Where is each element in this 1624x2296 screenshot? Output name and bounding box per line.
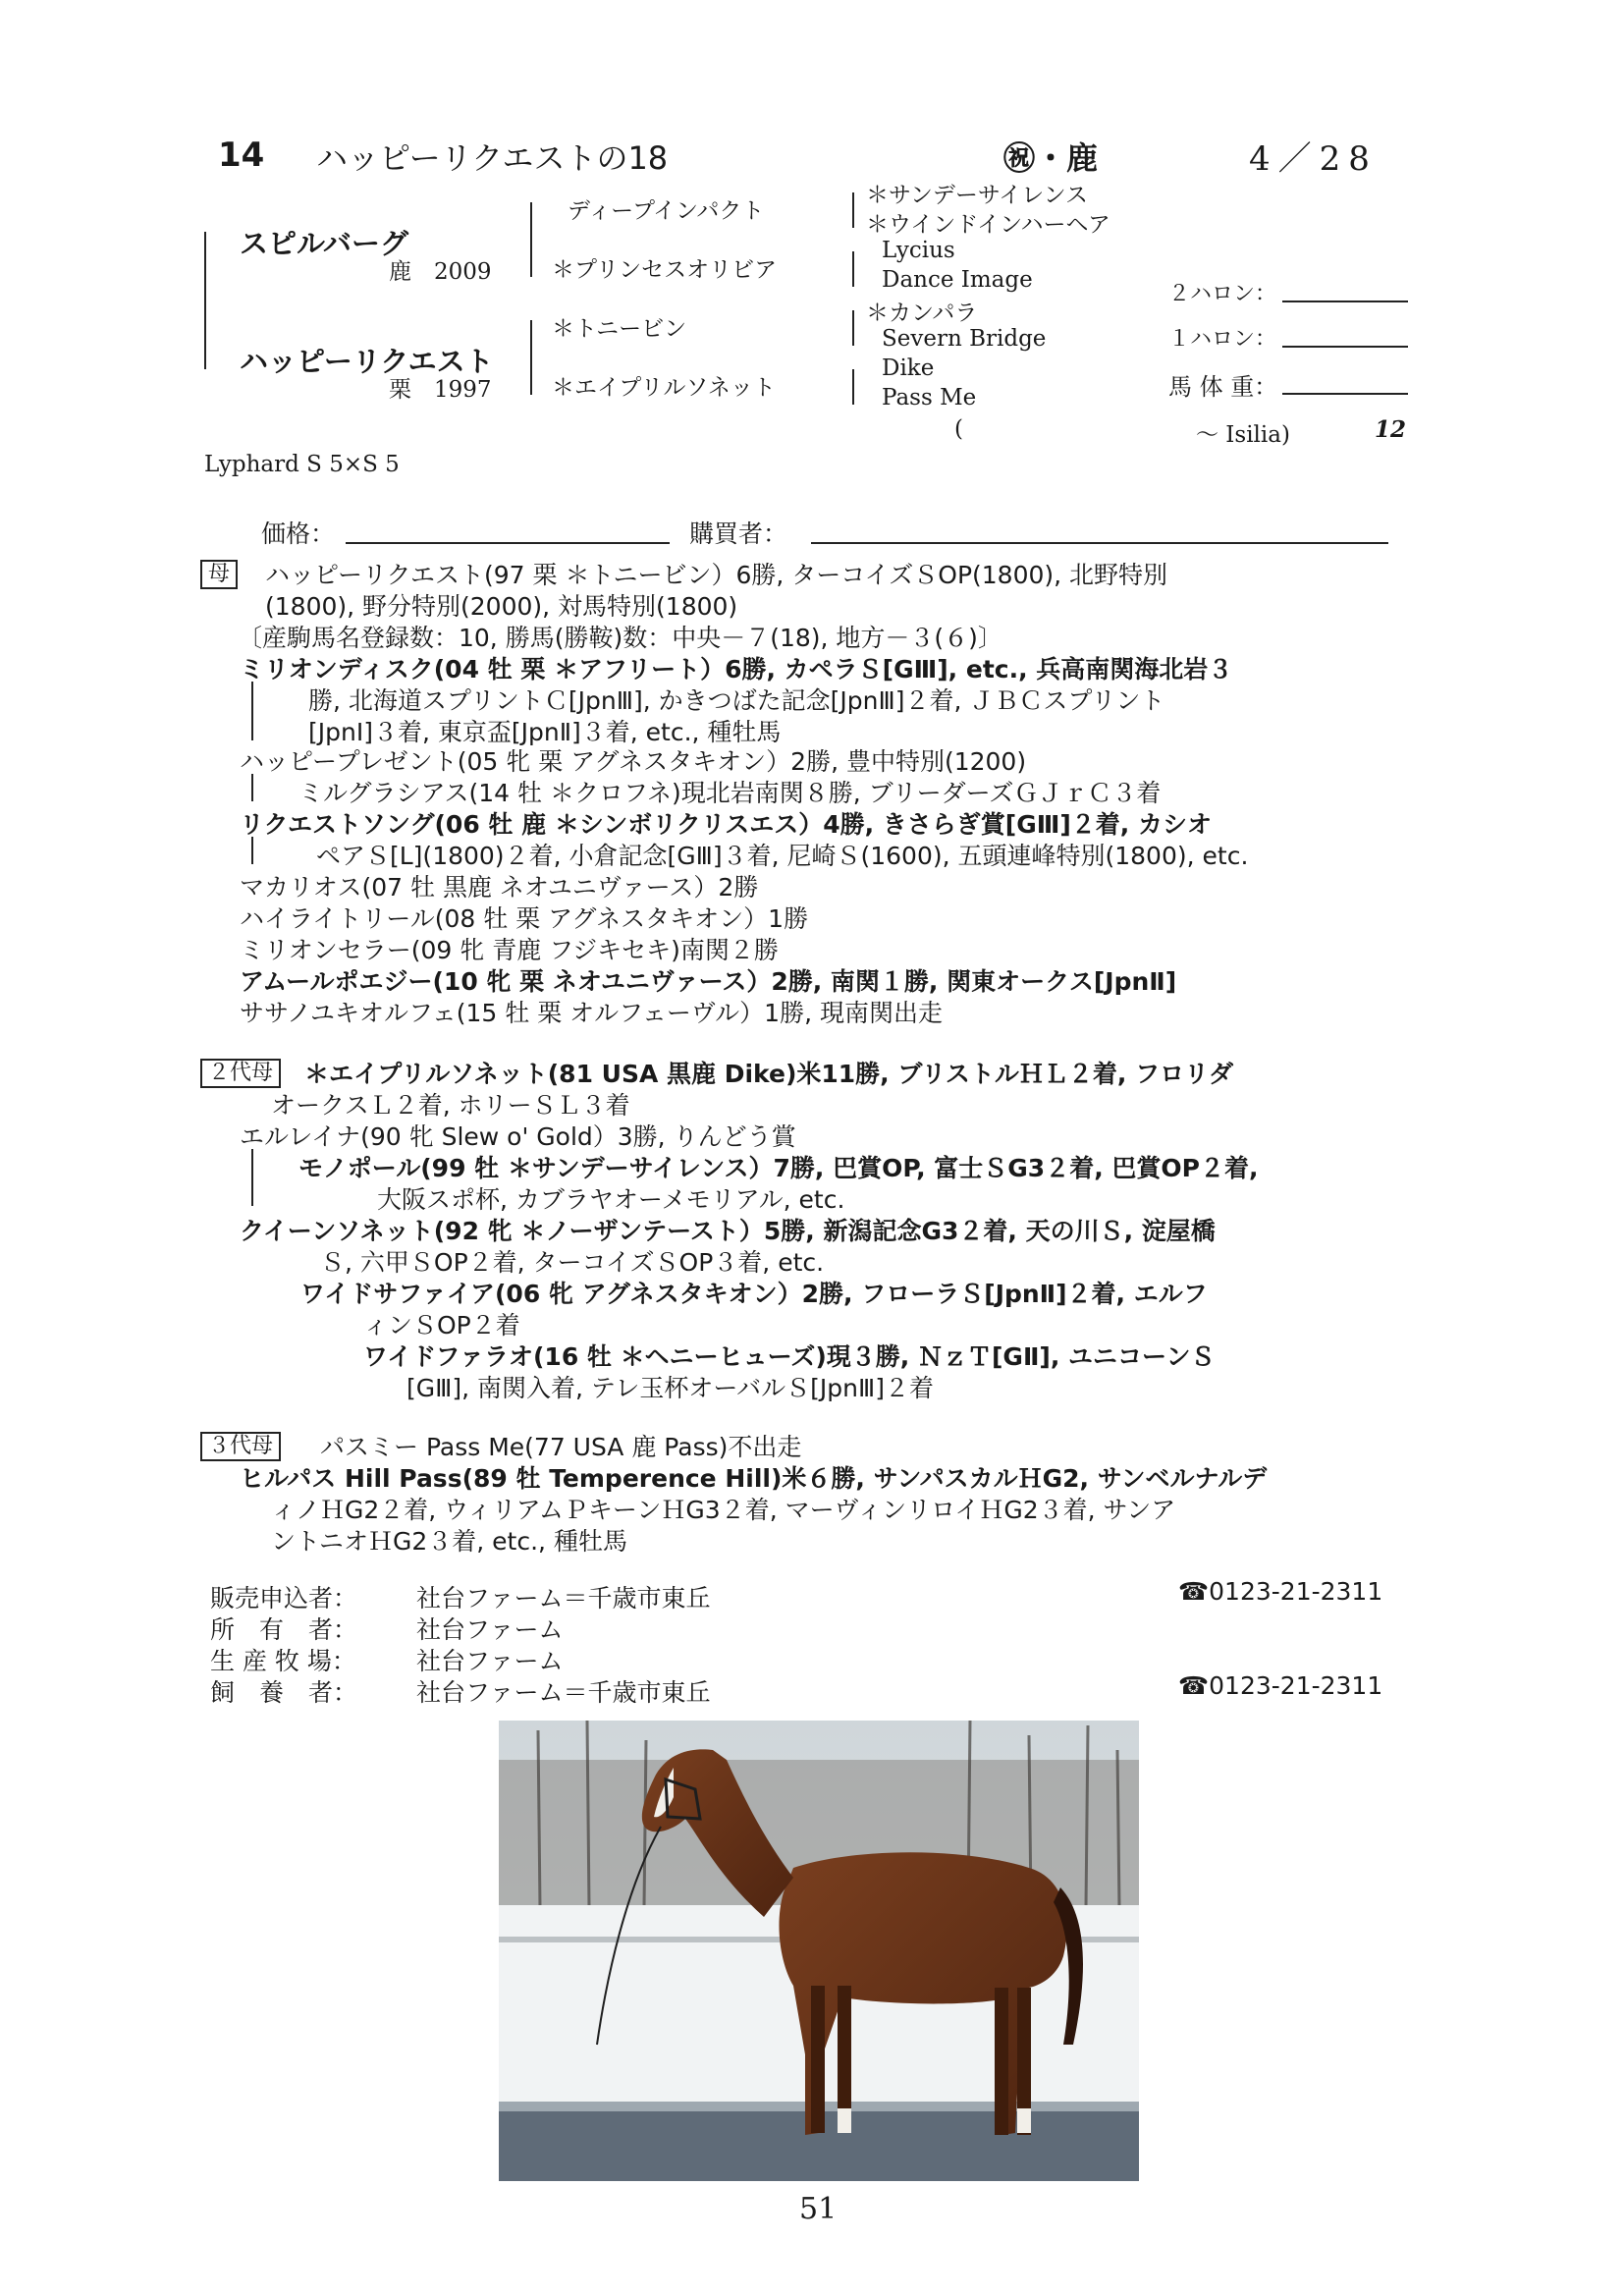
- dam-line-8: ミルグラシアス(14 牡 ＊クロフネ)現北岩南関８勝, ブリーダーズＧＪｒＣ３着: [298, 779, 1162, 807]
- sex-color: ㊗・鹿: [1003, 139, 1099, 177]
- third-dam-line-4: ントニオＨG2３着, etc., 種牡馬: [271, 1527, 627, 1556]
- contact-label-4: 飼 養 者：: [210, 1678, 358, 1707]
- second-dam-line-6: クイーンソネット(92 牝 ＊ノーザンテースト）5勝, 新潟記念G3２着, 天の川Ｓ, 淀屋橋: [240, 1217, 1216, 1245]
- gen2-sire-dam: ＊プリンセスオリビア: [552, 257, 778, 283]
- dam-line-11: マカリオス(07 牡 黒鹿 ネオユニヴァース）2勝: [240, 873, 759, 902]
- dam-brace: [530, 320, 532, 395]
- second-dam-line-1: ＊エイプリルソネット(81 USA 黒鹿 Dike)米11勝, ブリストルＨＬ２着, フロリダ: [304, 1060, 1234, 1088]
- contact-value-1: 社台ファーム＝千歳市東丘: [416, 1584, 711, 1613]
- dam-progeny-bar-3: [251, 837, 253, 864]
- dam-line-14: アムールポエジー(10 牝 栗 ネオユニヴァース）2勝, 南関１勝, 関東オークス[JpnⅡ]: [240, 967, 1177, 996]
- inbreeding: Lyphard S 5×S 5: [204, 452, 400, 477]
- dam-line-10: ペアＳ[L](1800)２着, 小倉記念[GⅢ]３着, 尼崎Ｓ(1600), 五頭連峰特別(1800), etc.: [316, 842, 1249, 870]
- weight-blank: [1282, 393, 1408, 395]
- dam-line-5: 勝, 北海道スプリントＣ[JpnⅢ], かきつばた記念[JpnⅢ]２着, ＪＢＣスプリント: [308, 686, 1165, 715]
- price-label: 価格：: [261, 519, 336, 548]
- third-dam-line-1: パスミー Pass Me(77 USA 鹿 Pass)不出走: [320, 1433, 802, 1461]
- dam-section-label: 母: [200, 560, 238, 589]
- contact-value-4: 社台ファーム＝千歳市東丘: [416, 1678, 711, 1707]
- third-dam-label: ３代母: [200, 1432, 281, 1461]
- dam-line-12: ハイライトリール(08 牡 栗 アグネスタキオン）1勝: [240, 904, 809, 933]
- second-dam-line-3: エルレイナ(90 牝 Slew o' Gold）3勝, りんどう賞: [240, 1122, 796, 1151]
- second-dam-line-4: モノポール(99 牡 ＊サンデーサイレンス）7勝, 巴賞OP, 富士ＳG3２着, 巴賞OP２着,: [298, 1154, 1259, 1182]
- dam-progeny-bar-1: [251, 682, 253, 740]
- dam-line-15: ササノユキオルフェ(15 牡 栗 オルフェーヴル）1勝, 現南関出走: [240, 999, 943, 1027]
- second-dam-line-8: ワイドサファイア(06 牝 アグネスタキオン）2勝, フローラＳ[JpnⅡ]２着, エルフ: [300, 1280, 1208, 1308]
- dam-line-4: ミリオンディスク(04 牡 栗 ＊アフリート）6勝, カペラＳ[GⅢ], etc., 兵高南関海北岩３: [240, 655, 1233, 683]
- contact-value-3: 社台ファーム: [416, 1647, 564, 1675]
- second-dam-line-5: 大阪スポ杯, カブラヤオーメモリアル, etc.: [377, 1185, 845, 1214]
- dam-line-13: ミリオンセラー(09 牝 青鹿 フジキセキ)南関２勝: [240, 936, 779, 964]
- sire-info: 鹿 2009: [389, 259, 492, 285]
- dam-name: ハッピーリクエスト: [240, 345, 494, 378]
- dam-line-3: 〔産駒馬名登録数：10, 勝馬(勝鞍)数：中央－７(18), 地方－３(６)〕: [238, 624, 1002, 652]
- birth-date: 4／28: [1249, 139, 1378, 179]
- buyer-blank: [811, 542, 1388, 544]
- two-furlong-label: ２ハロン：: [1168, 282, 1277, 306]
- second-dam-line-10: ワイドファラオ(16 牡 ＊ヘニーヒューズ)現３勝, ＮｚＴ[GⅡ], ユニコーンＳ: [363, 1342, 1216, 1371]
- contact-value-2: 社台ファーム: [416, 1615, 564, 1644]
- female-line-open: (: [954, 416, 963, 442]
- gen2-sire-sire: ディープインパクト: [568, 198, 765, 224]
- gen3-brace-1: [852, 192, 854, 228]
- horse-name: ハッピーリクエストの18: [316, 139, 669, 177]
- gen3-brace-3: [852, 310, 854, 346]
- second-dam-line-2: オークスＬ２着, ホリーＳＬ３着: [271, 1091, 630, 1120]
- sire-brace: [530, 202, 532, 277]
- page-number: 51: [799, 2192, 838, 2226]
- gen2-dam-dam: ＊エイプリルソネット: [552, 375, 776, 401]
- third-dam-line-2: ヒルパス Hill Pass(89 牡 Temperence Hill)米６勝, サンパスカルＨG2, サンベルナルデ: [240, 1464, 1268, 1493]
- contact-label-2: 所 有 者：: [210, 1615, 358, 1644]
- second-dam-bar-1: [251, 1149, 253, 1206]
- dam-info: 栗 1997: [389, 377, 492, 403]
- one-furlong-blank: [1282, 346, 1408, 348]
- buyer-label: 購買者：: [689, 519, 788, 548]
- price-blank: [346, 542, 670, 544]
- gen3-4: Dance Image: [882, 267, 1033, 293]
- contact-phone-4: ☎0123-21-2311: [1178, 1671, 1383, 1700]
- one-furlong-label: １ハロン：: [1168, 327, 1277, 352]
- family-number: 12: [1375, 416, 1407, 443]
- contact-label-3: 生 産 牧 場：: [210, 1647, 356, 1675]
- gen3-5: ＊カンパラ: [866, 301, 978, 326]
- gen2-dam-sire: ＊トニービン: [552, 316, 687, 342]
- gen3-8: Pass Me: [882, 385, 977, 410]
- third-dam-line-3: ィノＨG2２着, ウィリアムＰキーンＨG3２着, マーヴィンリロイＨG2３着, サンア: [271, 1496, 1176, 1524]
- dam-line-9: リクエストソング(06 牡 鹿 ＊シンボリクリスエス）4勝, きさらぎ賞[GⅢ]２着, カシオ: [240, 810, 1213, 839]
- gen3-7: Dike: [882, 355, 935, 381]
- sire-name: スピルバーグ: [240, 227, 408, 260]
- pedigree-outer-brace: [204, 232, 206, 369]
- gen3-brace-4: [852, 369, 854, 405]
- female-line: ～ Isilia): [1196, 422, 1290, 448]
- second-dam-line-7: Ｓ, 六甲ＳOP２着, ターコイズＳOP３着, etc.: [320, 1248, 825, 1277]
- contact-label-1: 販売申込者：: [210, 1584, 358, 1613]
- two-furlong-blank: [1282, 301, 1408, 302]
- gen3-brace-2: [852, 251, 854, 287]
- dam-line-6: [JpnⅠ]３着, 東京盃[JpnⅡ]３着, etc., 種牡馬: [308, 718, 782, 746]
- dam-line-7: ハッピープレゼント(05 牝 栗 アグネスタキオン）2勝, 豊中特別(1200): [240, 747, 1027, 776]
- second-dam-label: ２代母: [200, 1059, 281, 1088]
- dam-progeny-bar-2: [251, 774, 253, 801]
- gen3-6: Severn Bridge: [882, 326, 1047, 352]
- gen3-1: ＊サンデーサイレンス: [866, 183, 1088, 208]
- second-dam-line-11: [GⅢ], 南関入着, テレ玉杯オーバルＳ[JpnⅢ]２着: [406, 1374, 934, 1402]
- contact-phone-1: ☎0123-21-2311: [1178, 1577, 1383, 1606]
- lot-number: 14: [218, 136, 265, 175]
- horse-photo: [499, 1721, 1139, 2181]
- dam-line-1: ハッピーリクエスト(97 栗 ＊トニービン）6勝, ターコイズＳOP(1800), 北野特別: [265, 561, 1168, 589]
- second-dam-line-9: ィンＳOP２着: [363, 1311, 520, 1339]
- weight-label: 馬 体 重：: [1168, 373, 1278, 401]
- gen3-2: ＊ウインドインハーヘア: [866, 212, 1110, 238]
- gen3-3: Lycius: [882, 238, 955, 263]
- dam-line-2: (1800), 野分特別(2000), 対馬特別(1800): [265, 592, 738, 621]
